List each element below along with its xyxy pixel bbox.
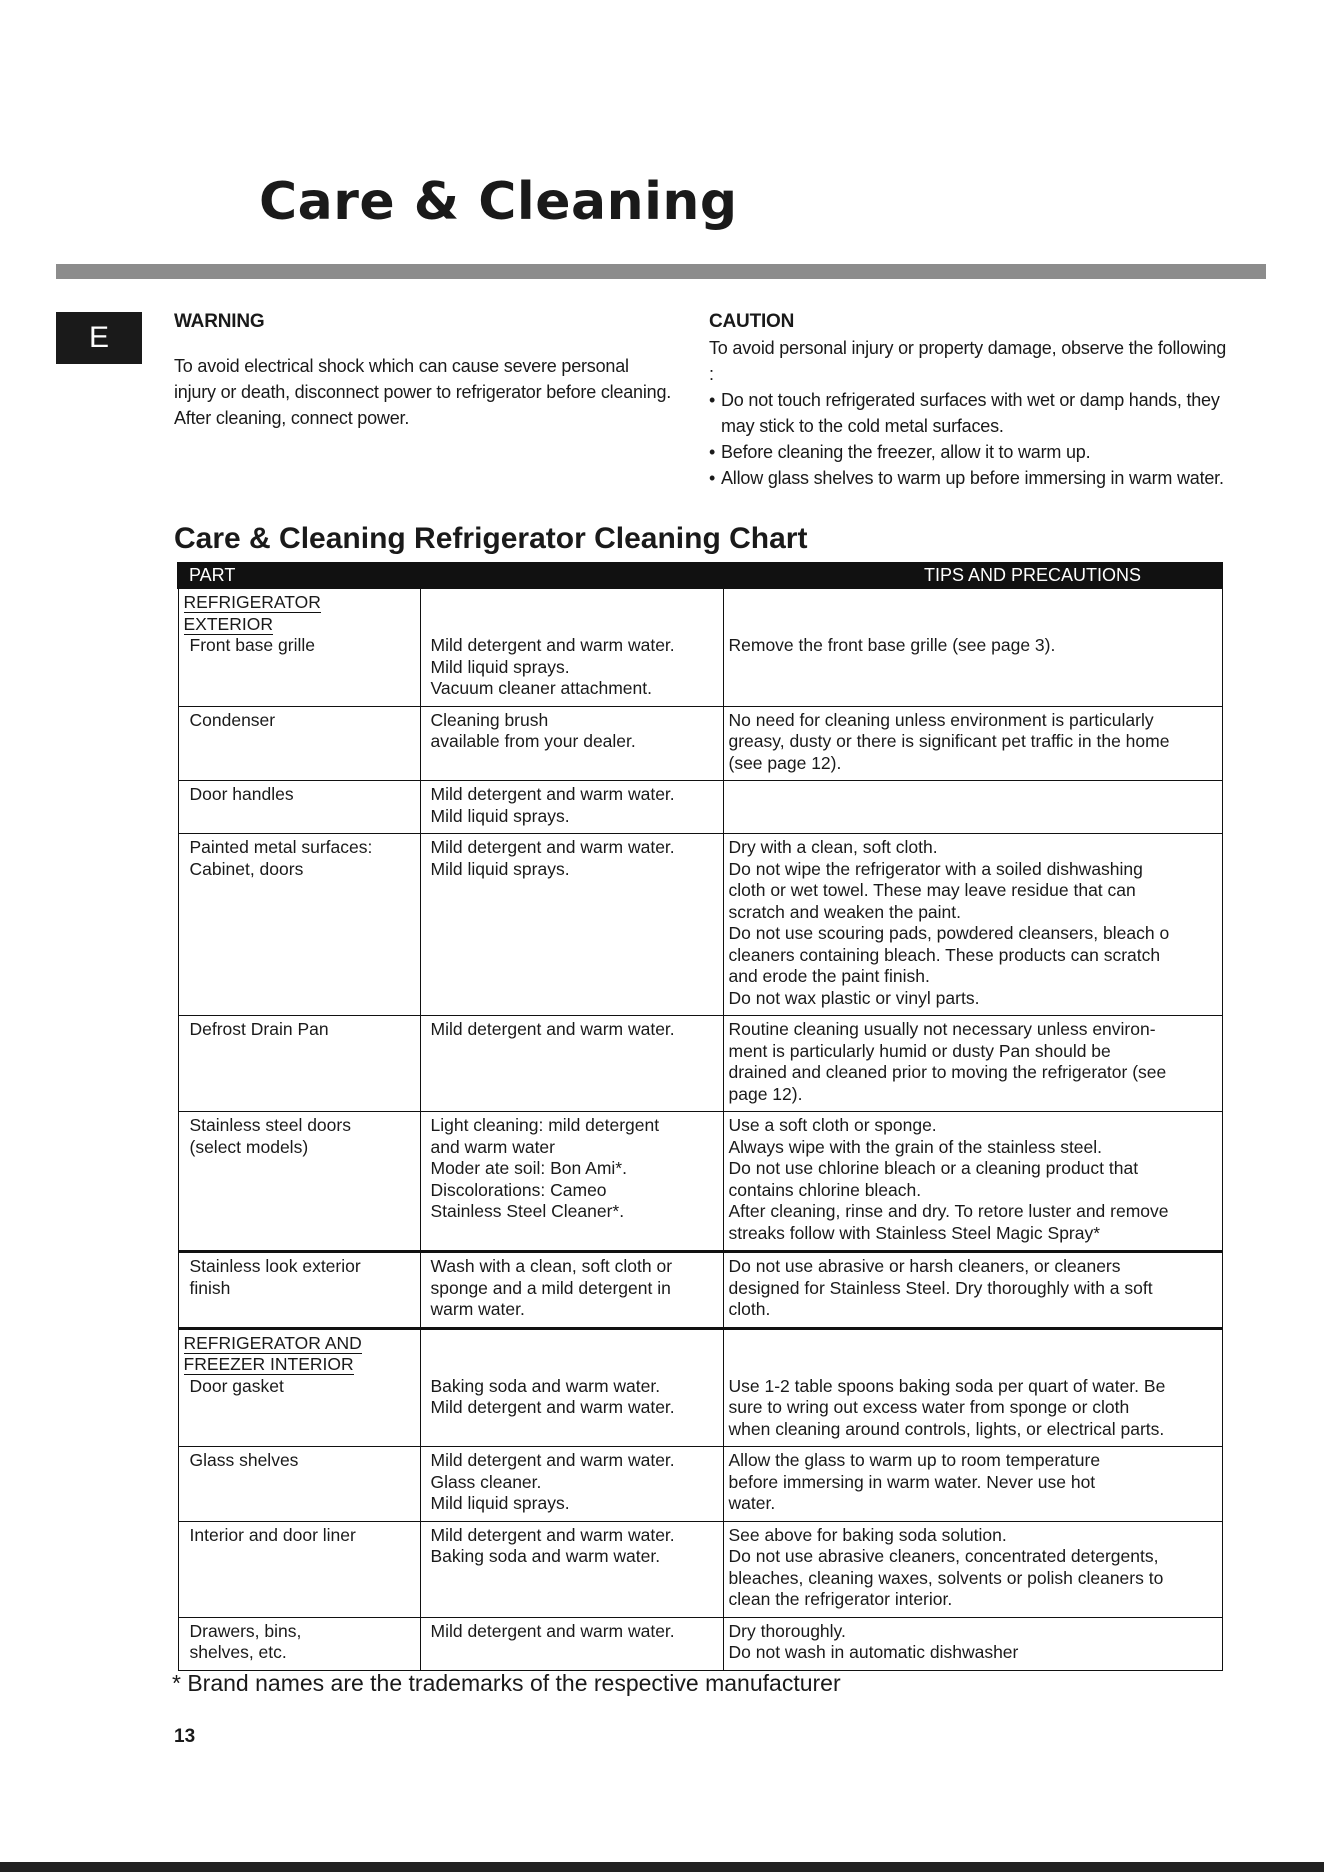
tips-cell-line: Do not wax plastic or vinyl parts. [728, 987, 980, 1008]
part-cell [178, 588, 420, 706]
caution-item: • Allow glass shelves to warm up before immersing in warm water. [709, 465, 1229, 491]
caution-item: • Before cleaning the freezer, allow it to warm up. [709, 439, 1229, 465]
part-cell-line: shelves, etc. [189, 1642, 287, 1662]
cleaning-agent-cell-line: Light cleaning: mild detergent [430, 1115, 660, 1135]
tips-cell-line: Do not wipe the refrigerator with a soiled dishwashing [728, 858, 1143, 879]
part-cell [178, 1521, 420, 1617]
tips-cell-line: Do not use abrasive or harsh cleaners, or cleaners [728, 1256, 1121, 1276]
tips-cell-line: Use 1-2 table spoons baking soda per quart of water. Be [728, 1375, 1166, 1396]
table-row [178, 1112, 1222, 1252]
table-row [178, 588, 1222, 706]
part-cell-line: Condenser [189, 709, 276, 730]
part-cell-line: Stainless look exterior [189, 1256, 361, 1276]
part-cell-line: finish [189, 1277, 231, 1298]
warning-heading: WARNING [174, 311, 265, 332]
table-row [178, 1617, 1222, 1670]
tips-cell-line: water. [728, 1493, 776, 1513]
tips-cell-line: See above for baking soda solution. [728, 1524, 1007, 1545]
part-cell [178, 1112, 420, 1252]
cleaning-agent-cell-line: Mild liquid sprays. [430, 1493, 570, 1513]
caution-heading: CAUTION [709, 311, 795, 332]
tips-cell-line: ment is particularly humid or dusty Pan should be [728, 1040, 1111, 1061]
part-cell-line: Door handles [189, 784, 294, 804]
part-cell-line: Interior and door liner [189, 1524, 356, 1545]
column-header-tips: TIPS AND PRECAUTIONS [723, 563, 1222, 588]
table-header-row [178, 563, 1222, 588]
cleaning-agent-cell-line: Mild detergent and warm water. [430, 837, 675, 857]
part-cell-line: Stainless steel doors [189, 1115, 351, 1135]
tips-cell [723, 706, 1222, 781]
part-cell [178, 834, 420, 1016]
cleaning-agent-cell-line: Mild liquid sprays. [430, 805, 570, 826]
tips-cell-line: cleaners containing bleach. These products can scratch [728, 944, 1161, 965]
tips-cell-line: and erode the paint finish. [728, 966, 930, 986]
tips-cell-line: when cleaning around controls, lights, or electrical parts. [728, 1418, 1165, 1439]
table-row [178, 1252, 1222, 1329]
tips-cell [723, 1016, 1222, 1112]
cleaning-agent-cell-line: Cleaning brush [430, 709, 549, 730]
cleaning-agent-cell-line: Baking soda and warm water. [430, 1546, 661, 1566]
cleaning-agent-cell-line: Mild detergent and warm water. [430, 1620, 675, 1641]
cleaning-agent-cell-line: Wash with a clean, soft cloth or [430, 1256, 673, 1276]
footnote: * Brand names are the trademarks of the respective manufacturer [172, 1670, 841, 1696]
caution-intro: To avoid personal injury or property damage, observe the following : [709, 338, 1227, 384]
part-cell [178, 781, 420, 834]
table-body [178, 588, 1222, 1670]
part-cell [178, 1252, 420, 1329]
tips-cell-line: Remove the front base grille (see page 3). [728, 635, 1056, 655]
tips-cell-line: Do not wash in automatic dishwasher [728, 1642, 1019, 1662]
cleaning-agent-cell-line: available from your dealer. [430, 731, 636, 751]
tips-cell-line: Dry with a clean, soft cloth. [728, 837, 938, 857]
tips-cell-line: bleaches, cleaning waxes, solvents or polish cleaners to [728, 1567, 1164, 1588]
tips-cell-line: Do not use abrasive cleaners, concentrated detergents, [728, 1546, 1159, 1566]
column-header-cleaning [420, 563, 723, 588]
part-cell-line: (select models) [189, 1136, 309, 1157]
cleaning-agent-cell [420, 706, 723, 781]
cleaning-agent-cell-line: and warm water [430, 1136, 555, 1157]
column-header-part: PART [178, 563, 420, 588]
cleaning-agent-cell [420, 1112, 723, 1252]
part-cell-line: Defrost Drain Pan [189, 1019, 329, 1039]
page-number: 13 [174, 1726, 196, 1747]
cleaning-agent-cell [420, 781, 723, 834]
cleaning-agent-cell-line: warm water. [430, 1299, 525, 1319]
cleaning-agent-cell [420, 1328, 723, 1447]
part-cell [178, 1617, 420, 1670]
cleaning-agent-cell-line: Discolorations: Cameo [430, 1179, 607, 1200]
part-cell [178, 1447, 420, 1522]
tips-cell-line: designed for Stainless Steel. Dry thoroughly with a soft [728, 1277, 1153, 1298]
part-cell-line: Painted metal surfaces: [189, 837, 373, 857]
tips-cell [723, 781, 1222, 834]
cleaning-agent-cell-line: sponge and a mild detergent in [430, 1277, 671, 1298]
part-cell-line: Glass shelves [189, 1450, 299, 1470]
part-cell-line: Cabinet, doors [189, 858, 304, 879]
cleaning-agent-cell [420, 1617, 723, 1670]
cleaning-agent-cell-line: Glass cleaner. [430, 1471, 542, 1492]
cleaning-agent-cell-line: Mild liquid sprays. [430, 656, 570, 677]
tips-cell [723, 1328, 1222, 1447]
table-row [178, 1521, 1222, 1617]
part-cell-line: Front base grille [189, 635, 315, 655]
tips-cell-line: cloth or wet towel. These may leave residue that can [728, 880, 1136, 900]
cleaning-agent-cell-line: Baking soda and warm water. [430, 1375, 661, 1396]
tips-cell-line: Routine cleaning usually not necessary unless environ- [728, 1019, 1156, 1039]
tips-cell-line: Allow the glass to warm up to room temperature [728, 1450, 1101, 1470]
cleaning-agent-cell-line: Moder ate soil: Bon Ami*. [430, 1158, 627, 1178]
tips-cell [723, 834, 1222, 1016]
tips-cell-line: greasy, dusty or there is significant pet traffic in the home [728, 731, 1170, 751]
tips-cell-line: Dry thoroughly. [728, 1620, 846, 1641]
tips-cell-line: After cleaning, rinse and dry. To retore luster and remove [728, 1201, 1169, 1221]
tips-cell-line: page 12). [728, 1083, 803, 1104]
tips-cell [723, 1252, 1222, 1329]
table-row [178, 1447, 1222, 1522]
tips-cell-line: scratch and weaken the paint. [728, 901, 962, 922]
part-cell [178, 706, 420, 781]
part-cell [178, 1328, 420, 1447]
cleaning-agent-cell [420, 1252, 723, 1329]
cleaning-agent-cell-line: Stainless Steel Cleaner*. [430, 1201, 625, 1221]
cleaning-agent-cell-line: Vacuum cleaner attachment. [430, 678, 652, 698]
warning-box [174, 309, 674, 431]
caution-item: • Do not touch refrigerated surfaces with wet or damp hands, they may stick to the cold metal surfaces. [709, 387, 1229, 439]
tips-cell-line: clean the refrigerator interior. [728, 1589, 953, 1609]
cleaning-agent-cell [420, 588, 723, 706]
tips-cell [723, 1521, 1222, 1617]
tips-cell-line: Do not use chlorine bleach or a cleaning product that [728, 1158, 1139, 1178]
title-divider-bar [56, 264, 1266, 279]
tips-cell [723, 1617, 1222, 1670]
cleaning-agent-cell [420, 1016, 723, 1112]
tips-cell-line: before immersing in warm water. Never use hot [728, 1471, 1096, 1492]
chart-heading: Care & Cleaning Refrigerator Cleaning Chart [174, 522, 808, 555]
tips-cell-line: (see page 12). [728, 752, 842, 773]
cleaning-chart-table [177, 562, 1223, 1671]
cleaning-agent-cell [420, 1447, 723, 1522]
tips-cell-line: drained and cleaned prior to moving the refrigerator (see [728, 1062, 1167, 1082]
cleaning-agent-cell-line: Mild detergent and warm water. [430, 1019, 675, 1039]
cleaning-agent-cell-line: Mild detergent and warm water. [430, 635, 675, 655]
tips-cell-line: No need for cleaning unless environment is particularly [728, 709, 1154, 730]
tips-cell-line: streaks follow with Stainless Steel Magic Spray* [728, 1222, 1101, 1243]
bottom-rule [0, 1862, 1324, 1872]
tips-cell [723, 1112, 1222, 1252]
language-tab: E [56, 312, 142, 364]
caution-list [709, 387, 1229, 491]
cleaning-agent-cell-line: Mild detergent and warm water. [430, 1450, 675, 1470]
part-cell-line: Drawers, bins, [189, 1620, 302, 1641]
cleaning-agent-cell [420, 1521, 723, 1617]
tips-cell-line: Always wipe with the grain of the stainless steel. [728, 1136, 1103, 1157]
cleaning-agent-cell-line: Mild detergent and warm water. [430, 784, 675, 804]
tips-cell-line: cloth. [728, 1299, 771, 1319]
caution-box [709, 309, 1229, 491]
table-row [178, 781, 1222, 834]
cleaning-agent-cell [420, 834, 723, 1016]
section-label: REFRIGERATOR AND [183, 1332, 362, 1353]
section-label: REFRIGERATOR [183, 592, 321, 612]
tips-cell [723, 588, 1222, 706]
table-row [178, 1328, 1222, 1447]
section-label: EXTERIOR [183, 613, 273, 634]
part-cell [178, 1016, 420, 1112]
part-cell-line: Door gasket [189, 1375, 284, 1396]
table-row [178, 1016, 1222, 1112]
table-row [178, 834, 1222, 1016]
warning-text: To avoid electrical shock which can cause severe personal injury or death, disconnect power to refrigerator before cleaning. After cleaning, connect power. [174, 356, 672, 428]
tips-cell-line: sure to wring out excess water from sponge or cloth [728, 1397, 1130, 1417]
section-label: FREEZER INTERIOR [183, 1354, 354, 1374]
tips-cell [723, 1447, 1222, 1522]
cleaning-agent-cell-line: Mild liquid sprays. [430, 858, 570, 879]
cleaning-agent-cell-line: Mild detergent and warm water. [430, 1524, 675, 1545]
cleaning-agent-cell-line: Mild detergent and warm water. [430, 1397, 675, 1417]
tips-cell-line: Do not use scouring pads, powdered cleansers, bleach o [728, 923, 1170, 943]
table-row [178, 706, 1222, 781]
tips-cell-line: contains chlorine bleach. [728, 1179, 922, 1200]
tips-cell-line: Use a soft cloth or sponge. [728, 1115, 937, 1135]
page-title: Care & Cleaning [259, 172, 738, 232]
